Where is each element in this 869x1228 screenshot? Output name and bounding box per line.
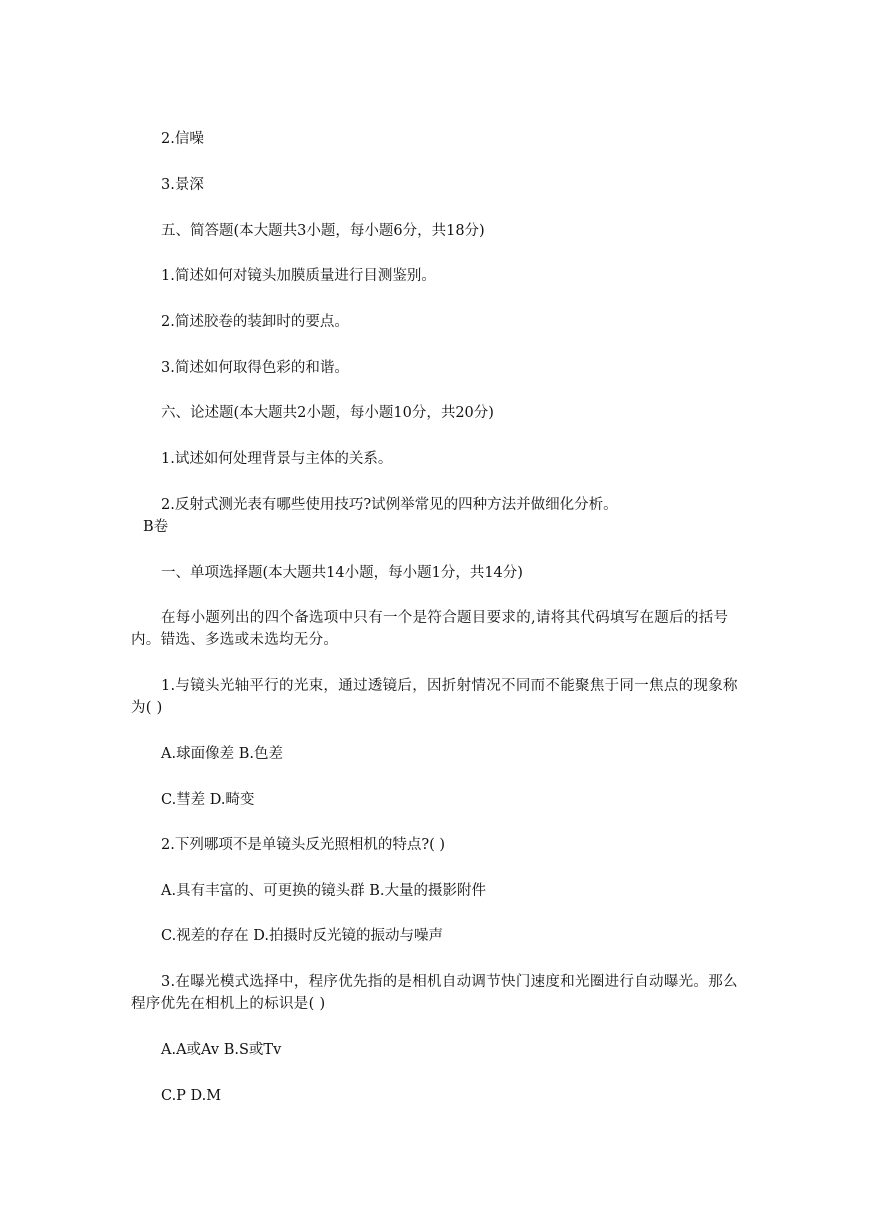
text-line: 1.试述如何处理背景与主体的关系。 <box>161 451 393 467</box>
question-text: 1.与镜头光轴平行的光束，通过透镜后，因折射情况不同而不能聚焦于同一焦点的现象称为( ) <box>131 678 738 716</box>
text-line: 3.景深 <box>161 177 204 193</box>
text-line: 2.简述胶卷的装卸时的要点。 <box>161 314 349 330</box>
answer-options: A.A或Av B.S或Tv <box>161 1042 282 1058</box>
answer-options: A.具有丰富的、可更换的镜头群 B.大量的摄影附件 <box>161 883 486 899</box>
text-line: 1.简述如何对镜头加膜质量进行目测鉴别。 <box>161 268 436 284</box>
answer-options: C.视差的存在 D.拍摄时反光镜的振动与噪声 <box>161 928 444 944</box>
text-line: 2.反射式测光表有哪些使用技巧?试例举常见的四种方法并做细化分析。 <box>161 497 618 513</box>
section-heading: 五、简答题(本大题共3小题，每小题6分，共18分) <box>161 223 485 239</box>
answer-options: C.彗差 D.畸变 <box>161 792 255 808</box>
part-heading: B卷 <box>143 519 169 535</box>
answer-options: A.球面像差 B.色差 <box>161 746 283 762</box>
instruction-paragraph: 在每小题列出的四个备选项中只有一个是符合题目要求的,请将其代码填写在题后的括号内。错选、多选或未选均无分。 <box>131 610 729 648</box>
section-heading: 一、单项选择题(本大题共14小题，每小题1分，共14分) <box>161 565 523 581</box>
text-line: 2.信噪 <box>161 131 204 147</box>
answer-options: C.P D.M <box>161 1088 222 1104</box>
section-heading: 六、论述题(本大题共2小题，每小题10分，共20分) <box>161 405 494 421</box>
question-text: 3.在曝光模式选择中，程序优先指的是相机自动调节快门速度和光圈进行自动曝光。那么程序优先在相机上的标识是( ) <box>131 974 738 1012</box>
question-text: 2.下列哪项不是单镜头反光照相机的特点?( ) <box>161 837 446 853</box>
text-line: 3.简述如何取得色彩的和谐。 <box>161 360 349 376</box>
